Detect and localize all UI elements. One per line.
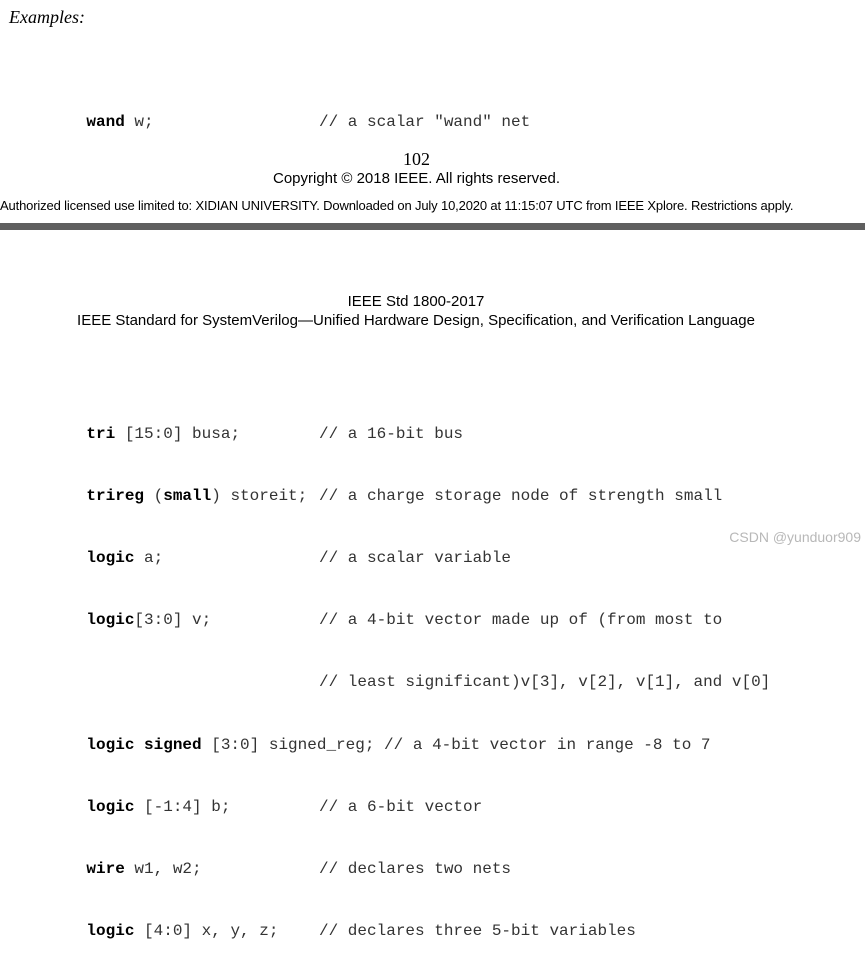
page-divider bbox=[0, 223, 865, 230]
code-line bbox=[48, 714, 711, 754]
code-line bbox=[48, 776, 711, 816]
code-line bbox=[48, 838, 711, 878]
code-line bbox=[48, 91, 531, 131]
code-keyword: logic bbox=[86, 797, 135, 816]
code-comment: // a scalar variable bbox=[319, 549, 512, 568]
code-text: [4:0] x, y, z; bbox=[134, 921, 279, 940]
code-line bbox=[48, 403, 711, 444]
code-comment: // a 16-bit bus bbox=[319, 425, 464, 444]
code-keyword: wand bbox=[86, 113, 125, 131]
page-number: 102 bbox=[403, 149, 430, 169]
license-notice: Authorized licensed use limited to: XIDIAN UNIVERSITY. Downloaded on July 10,2020 at 11:15:07 UTC from IEEE Xplore. Restrictions apply. bbox=[0, 198, 794, 213]
code-text: ( bbox=[144, 487, 164, 506]
code-line bbox=[48, 590, 723, 630]
code-text: ) storeit; bbox=[211, 487, 308, 506]
code-keyword: tri bbox=[86, 425, 116, 444]
code-comment: // a 4-bit vector made up of (from most to bbox=[319, 611, 723, 630]
code-keyword: trireg bbox=[86, 487, 145, 506]
code-text: w1, w2; bbox=[124, 859, 202, 878]
code-line bbox=[48, 466, 723, 506]
code-comment: // declares two nets bbox=[319, 859, 512, 878]
code-comment: // a charge storage node of strength small bbox=[319, 487, 723, 506]
code-text: a; bbox=[134, 549, 164, 568]
code-keyword: wire bbox=[86, 859, 125, 878]
code-keyword: logic bbox=[86, 611, 135, 630]
code-keyword: logic bbox=[86, 549, 135, 568]
code-example-block bbox=[48, 362, 771, 942]
standard-id: IEEE Std 1800-2017 bbox=[347, 293, 485, 310]
standard-title: IEEE Standard for SystemVerilog—Unified Hardware Design, Specification, and Verification Language bbox=[77, 312, 755, 329]
code-text: [-1:4] b; bbox=[134, 797, 231, 816]
code-comment: // least significant)v[3], v[2], v[1], and v[0] bbox=[319, 673, 771, 692]
watermark: CSDN @yunduor909 bbox=[729, 529, 861, 545]
code-example-top bbox=[48, 49, 531, 133]
code-comment: // a scalar "wand" net bbox=[319, 113, 531, 131]
examples-heading: Examples: bbox=[9, 7, 85, 27]
code-text: [3:0] signed_reg; // a 4-bit vector in range -8 to 7 bbox=[201, 735, 711, 754]
code-comment: // declares three 5-bit variables bbox=[319, 921, 636, 940]
code-keyword: logic signed bbox=[86, 735, 202, 754]
code-text: [3:0] v; bbox=[134, 611, 212, 630]
code-keyword: small bbox=[163, 487, 212, 506]
code-keyword: logic bbox=[86, 921, 135, 940]
code-comment: // a 6-bit vector bbox=[319, 797, 483, 816]
copyright-notice: Copyright © 2018 IEEE. All rights reserved. bbox=[272, 170, 561, 187]
code-line bbox=[48, 900, 711, 940]
code-line bbox=[48, 652, 771, 692]
code-text: [15:0] busa; bbox=[115, 425, 241, 444]
code-line bbox=[48, 528, 711, 568]
code-text: w; bbox=[124, 113, 154, 131]
